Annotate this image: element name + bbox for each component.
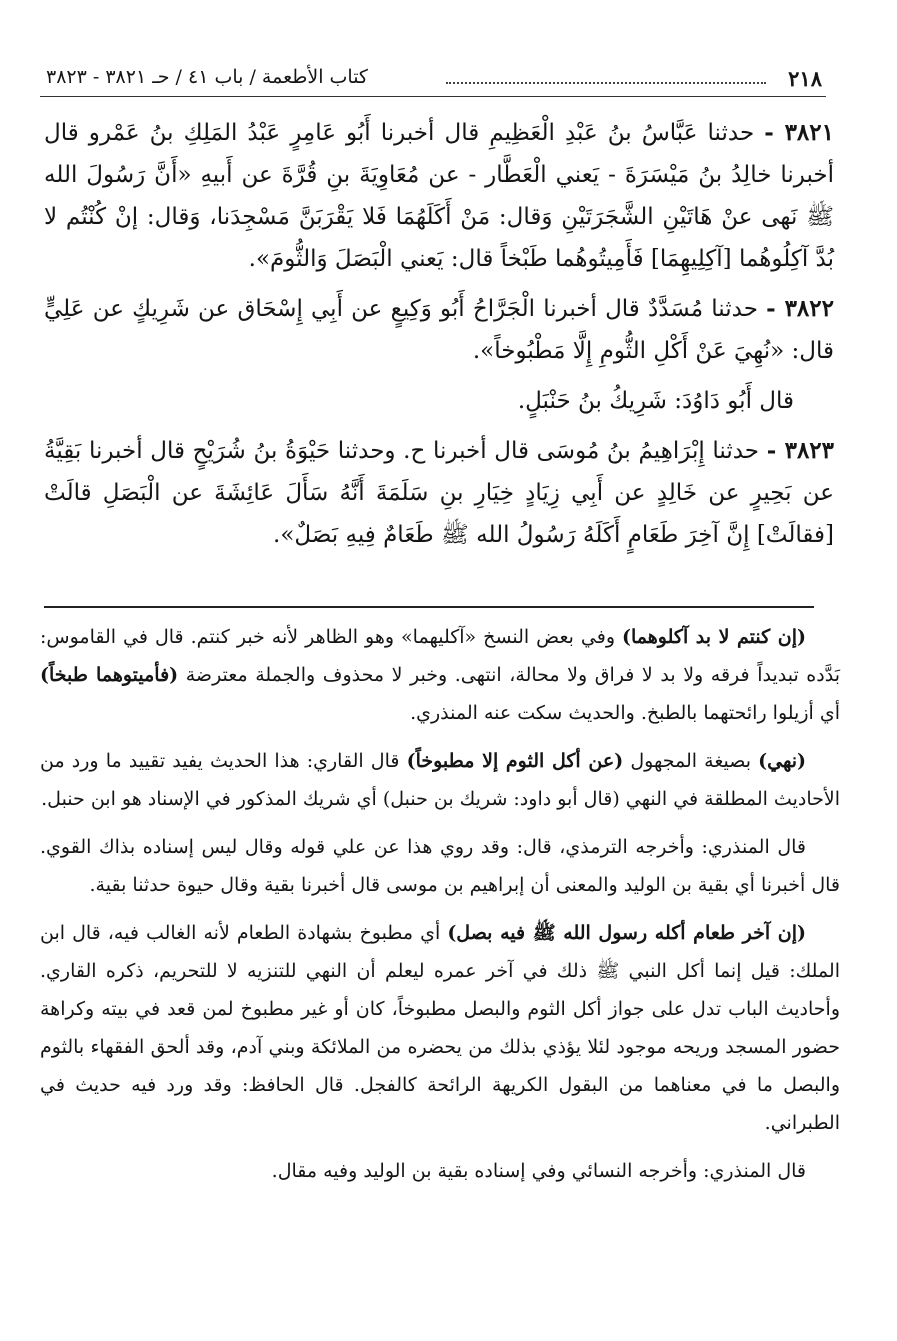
page-header xyxy=(40,62,826,97)
commentary-text: قال المنذري: وأخرجه الترمذي، قال: وقد روي هذا عن علي قوله وقال ليس إسناده بذاك القوي. قال أخبرنا أي بقية بن الوليد والمعنى أن إبراهيم بن موسى قال أخبرنا بقية وقال حيوة حدثنا بقية. xyxy=(40,836,840,896)
running-head: كتاب الأطعمة / باب ٤١ / حـ ٣٨٢١ - ٣٨٢٣ xyxy=(46,66,368,88)
footnote-divider xyxy=(44,606,814,608)
hadith-body: حدثنا إِبْرَاهِيمُ بنُ مُوسَى قال أخبرنا ح. وحدثنا حَيْوَةُ بنُ شُرَيْحٍ قال أخبرنا بَقِيَّةُ عن بَحِيرٍ عن خَالِدٍ عن أَبِي زِيَادٍ خِيَارِ بنِ سَلَمَةَ أَنَّهُ سَأَلَ عَائِشَةَ عن الْبَصَلِ قالَتْ [فقالَتْ] إِنَّ آخِرَ طَعَامٍ أَكَلَهُ رَسُولُ الله ﷺ طَعَامٌ فِيهِ بَصَلٌ». xyxy=(44,438,834,548)
commentary-heading: (فأميتوهما طبخاً) xyxy=(40,664,179,686)
hadith-text xyxy=(44,112,834,564)
hadith-number: ٣٨٢٣ - xyxy=(766,437,835,464)
commentary-section xyxy=(40,618,840,1200)
commentary-paragraph xyxy=(40,914,840,1142)
commentary-heading: (عن أكل الثوم إلا مطبوخاً) xyxy=(406,750,624,772)
commentary-heading: (نهي) xyxy=(758,750,806,772)
hadith-body: حدثنا عَبَّاسُ بنُ عَبْدِ الْعَظِيمِ قال أخبرنا أَبُو عَامِرٍ عَبْدُ المَلِكِ بنُ عَمْرو قال أخبرنا خالِدُ بنُ مَيْسَرَةَ - يَعني الْعَطَّار - عن مُعَاوِيَةَ بنِ قُرَّةَ عن أَبيهِ «أَنَّ رَسُولَ الله ﷺ نَهى عنْ هَاتَيْنِ الشَّجَرَتَيْنِ وَقال: مَنْ أَكَلَهُمَا فَلا يَقْرَبَنَّ مَسْجِدَنا، وَقال: إنْ كُنْتُم لا بُدَّ آكِلُوهُما [آكِلِيهِمَا] فَأَمِيتُوهُما طَبْخاً قال: يَعني الْبَصَلَ وَالثُّومَ». xyxy=(44,120,834,272)
commentary-paragraph xyxy=(40,828,840,904)
hadith-number: ٣٨٢٢ - xyxy=(766,295,834,322)
hadith-3822 xyxy=(44,288,834,372)
commentary-text: قال المنذري: وأخرجه النسائي وفي إسناده بقية بن الوليد وفيه مقال. xyxy=(271,1160,806,1182)
commentary-heading: (إن آخر طعام أكله رسول الله ﷺ فيه بصل) xyxy=(447,922,806,944)
hadith-body: حدثنا مُسَدَّدٌ قال أخبرنا الْجَرَّاحُ أَبُو وَكِيعٍ عن أَبِي إِسْحَاق عن شَرِيكٍ عن عَلِيٍّ قال: «نُهِيَ عَنْ أَكْلِ الثُّومِ إِلَّا مَطْبُوخاً». xyxy=(44,296,834,364)
abu-dawud-comment xyxy=(44,380,834,422)
commentary-paragraph xyxy=(40,742,840,818)
comment-body: قال أَبُو دَاوُدَ: شَرِيكُ بنُ حَنْبَلٍ. xyxy=(517,388,794,414)
commentary-heading: (إن كنتم لا بد آكلوهما) xyxy=(622,626,806,648)
hadith-3823 xyxy=(44,430,834,556)
page-number: ٢١٨ xyxy=(788,66,822,91)
commentary-text: أي أزيلوا رائحتهما بالطبخ. والحديث سكت عنه المنذري. xyxy=(410,702,840,724)
commentary-text: بصيغة المجهول xyxy=(623,750,759,772)
hadith-number: ٣٨٢١ - xyxy=(764,119,834,146)
commentary-paragraph xyxy=(40,1152,840,1190)
header-dotted-leader xyxy=(446,68,766,84)
commentary-text: أي مطبوخ بشهادة الطعام لأنه الغالب فيه، قال ابن الملك: قيل إنما أكل النبي ﷺ ذلك في آخر عمره ليعلم أن النهي للتنزيه لا للتحريم، ذكره القاري. وأحاديث الباب تدل على جواز أكل الثوم والبصل مطبوخاً، كان أو غير مطبوخ لمن قعد في بيته وكراهة حضور المسجد وريحه موجود لئلا يؤذي بذلك من يحضره من الملائكة وبني آدم، وقد ألحق الفقهاء بالثوم والبصل ما في معناهما من البقول الكريهة الرائحة كالفجل. قال الحافظ: وقد ورد فيه حديث في الطبراني. xyxy=(40,922,840,1134)
commentary-text: قال القاري: هذا الحديث يفيد تقييد ما ورد من الأحاديث المطلقة في النهي (قال أبو داود: شريك بن حنبل) أي شريك المذكور في الإسناد هو ابن حنبل. xyxy=(40,750,840,810)
commentary-text: وفي بعض النسخ «آكليهما» وهو الظاهر لأنه خبر كنتم. قال في القاموس: بَدَّده تبديداً فرقه ولا بد لا فراق ولا محالة، انتهى. وخبر لا محذوف والجملة معترضة xyxy=(40,626,840,686)
hadith-3821 xyxy=(44,112,834,280)
commentary-paragraph xyxy=(40,618,840,732)
